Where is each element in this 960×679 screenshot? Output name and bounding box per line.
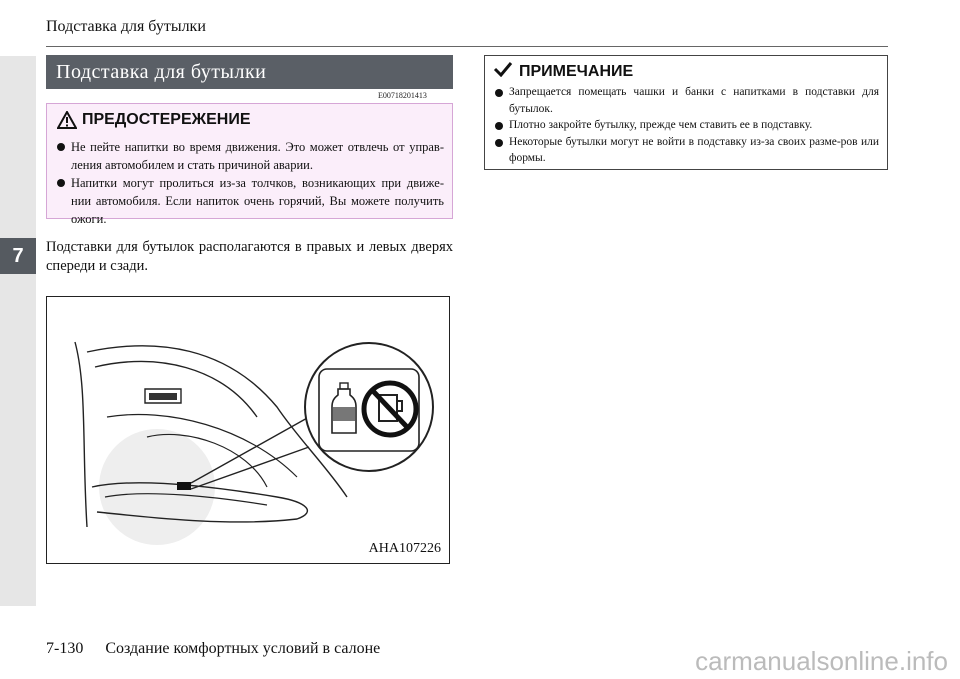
bullet-icon [57, 179, 65, 187]
header-rule [46, 46, 888, 47]
footer-chapter-title: Создание комфортных условий в салоне [105, 640, 381, 657]
checkmark-icon [493, 61, 513, 82]
bullet-icon [57, 143, 65, 151]
bullet-icon [495, 139, 503, 147]
note-list [495, 84, 879, 167]
warning-item: Не пейте напитки во время движения. Это может отвлечь от управ-ления автомобилем и стать причиной аварии. [57, 138, 444, 174]
page-footer [46, 640, 380, 658]
running-header: Подставка для бутылки [46, 18, 206, 35]
note-title: ПРИМЕЧАНИЕ [519, 62, 634, 80]
section-code: E00718201413 [378, 91, 427, 100]
warning-heading [57, 111, 251, 129]
warning-box [46, 103, 453, 226]
chapter-sidebar [0, 56, 36, 606]
bullet-icon [495, 89, 503, 97]
warning-title: ПРЕДОСТЕРЕЖЕНИЕ [82, 111, 251, 128]
chapter-number: 7 [12, 244, 24, 267]
figure-label: AHA107226 [368, 541, 441, 556]
note-heading [493, 61, 633, 82]
watermark: carmanualsonline.info [695, 646, 948, 676]
note-box [484, 55, 888, 170]
door-illustration [46, 296, 450, 564]
bullet-icon [495, 122, 503, 130]
section-title-bar [46, 55, 453, 89]
warning-list [57, 138, 444, 228]
chapter-tab [0, 238, 36, 274]
section-title: Подставка для бутылки [56, 60, 267, 83]
note-item: Запрещается помещать чашки и банки с напитками в подставки для бутылок. [495, 84, 879, 117]
body-paragraph: Подставки для бутылок располагаются в правых и левых дверях спереди и сзади. [46, 239, 453, 274]
page-number: 7-130 [46, 640, 84, 657]
door-bottle-holder-drawing [47, 297, 450, 564]
warning-item: Напитки могут пролиться из-за толчков, возникающих при движе-нии автомобиля. Если напиток очень горячий, Вы можете получить ожоги. [57, 174, 444, 228]
note-item: Плотно закройте бутылку, прежде чем ставить ее в подставку. [495, 117, 879, 134]
note-item: Некоторые бутылки могут не войти в подставку из-за своих разме-ров или формы. [495, 134, 879, 167]
warning-triangle-icon [57, 111, 77, 129]
